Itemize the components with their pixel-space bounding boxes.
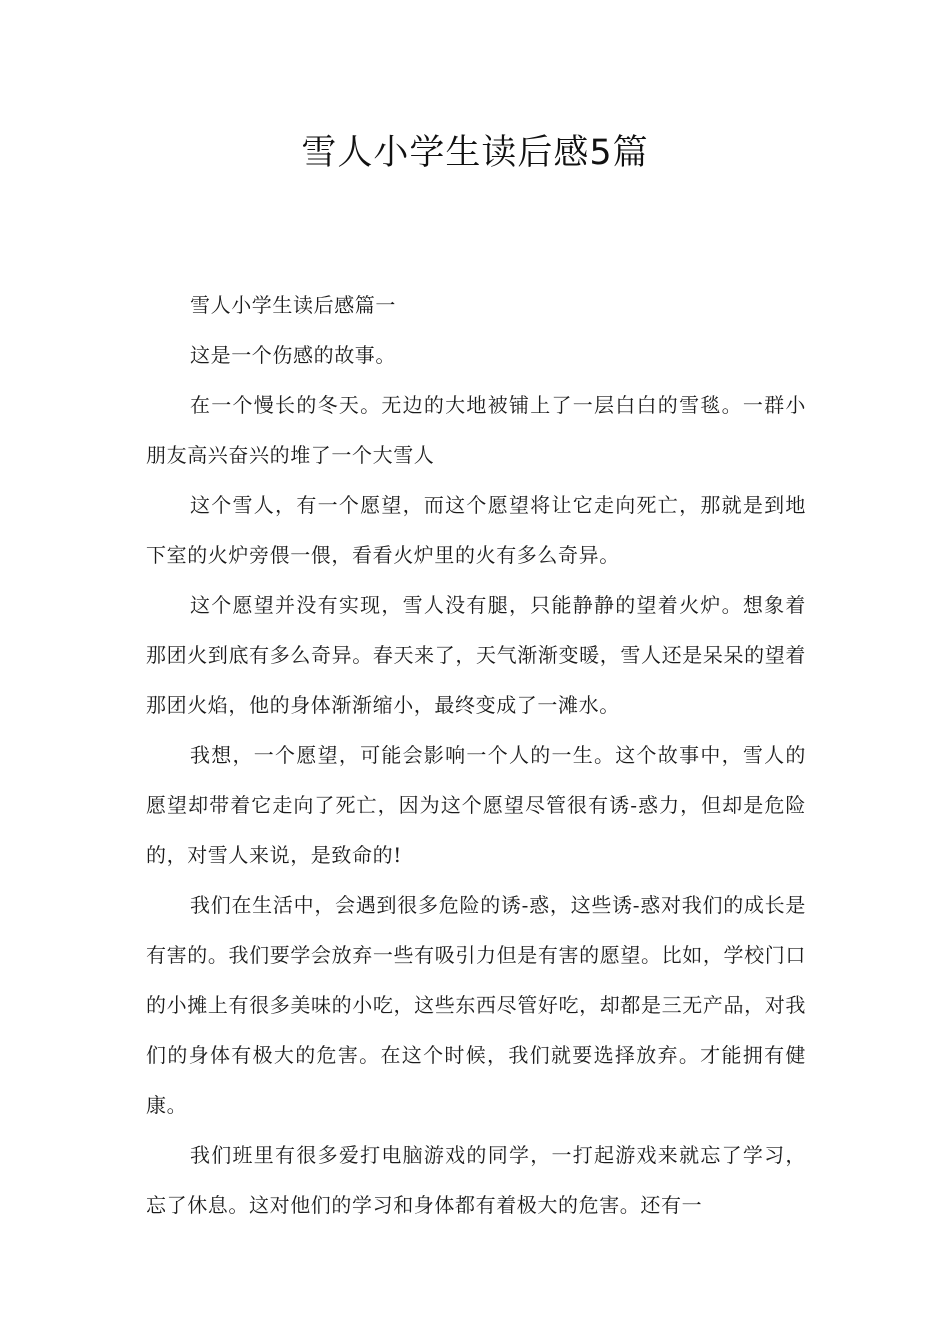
paragraph: 我们班里有很多爱打电脑游戏的同学，一打起游戏来就忘了学习，忘了休息。这对他们的学习和身体都有着极大的危害。还有一	[146, 1143, 806, 1217]
document-body	[146, 280, 806, 1230]
paragraph: 这是一个伤感的故事。	[190, 343, 396, 367]
paragraph: 我们在生活中，会遇到很多危险的诱-惑，这些诱-惑对我们的成长是有害的。我们要学会放弃一些有吸引力但是有害的愿望。比如，学校门口的小摊上有很多美味的小吃，这些东西尽管好吃，却都是三无产品，对我们的身体有极大的危害。在这个时候，我们就要选择放弃。才能拥有健康。	[146, 893, 806, 1117]
section-heading: 雪人小学生读后感篇一	[190, 293, 396, 317]
paragraph: 这个愿望并没有实现，雪人没有腿，只能静静的望着火炉。想象着那团火到底有多么奇异。春天来了，天气渐渐变暖，雪人还是呆呆的望着那团火焰，他的身体渐渐缩小，最终变成了一滩水。	[146, 593, 806, 717]
document-title: 雪人小学生读后感5篇	[301, 133, 649, 173]
paragraph: 我想，一个愿望，可能会影响一个人的一生。这个故事中，雪人的愿望却带着它走向了死亡，因为这个愿望尽管很有诱-惑力，但却是危险的，对雪人来说，是致命的!	[146, 743, 806, 867]
paragraph: 在一个慢长的冬天。无边的大地被铺上了一层白白的雪毯。一群小朋友高兴奋兴的堆了一个大雪人	[146, 393, 806, 467]
paragraph: 这个雪人，有一个愿望，而这个愿望将让它走向死亡，那就是到地下室的火炉旁偎一偎，看看火炉里的火有多么奇异。	[146, 493, 806, 567]
